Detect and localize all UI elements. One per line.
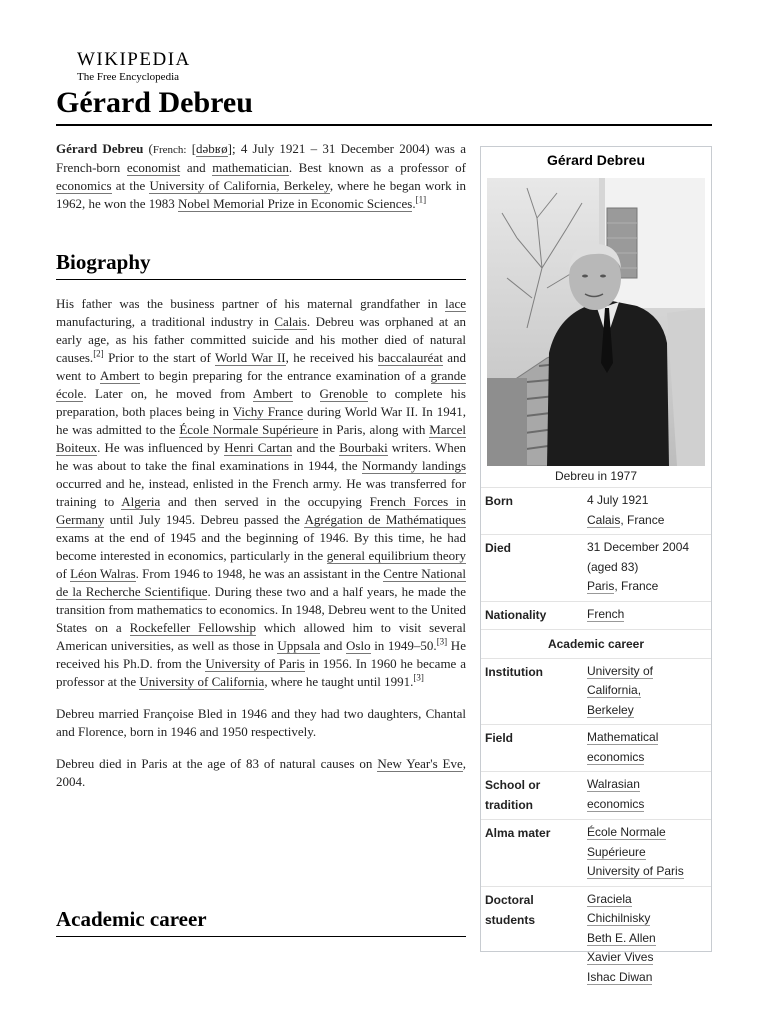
text-run: . He was influenced by	[97, 440, 225, 455]
link-new-years-eve[interactable]: New Year's Eve	[377, 756, 463, 771]
alma-mater-value	[587, 823, 707, 882]
link-university-of-paris[interactable]: University of Paris	[205, 656, 305, 671]
link-institution[interactable]: University of	[587, 663, 654, 678]
text-run: . Best known as a professor of	[288, 160, 466, 175]
biography-paragraph-3	[56, 755, 466, 791]
link-field[interactable]: Mathematical	[587, 730, 659, 744]
link-university-of-california[interactable]: University of California	[139, 674, 265, 689]
text-run: in Paris, along with	[318, 422, 430, 437]
link-school[interactable]: Walrasian	[587, 777, 640, 791]
institution-label: Institution	[485, 664, 543, 679]
section-divider	[56, 936, 466, 937]
title-divider	[56, 124, 712, 126]
link-leon-walras[interactable]: Léon Walras	[70, 566, 136, 581]
infobox-title: Gérard Debreu	[546, 152, 646, 168]
text-run: and went to	[56, 350, 466, 383]
link-paris[interactable]: Paris	[587, 579, 615, 593]
infobox-row-school	[481, 771, 711, 819]
text-run: exams at the end of 1945 and the beginning of 1946. By this time, he had become interested in economics, particularly in the	[56, 530, 466, 563]
biography-paragraph-1	[56, 295, 466, 691]
link-alma-mater[interactable]: University of Paris	[587, 864, 684, 878]
died-label: Died	[485, 541, 512, 555]
photo-caption: Debreu in 1977	[554, 469, 638, 483]
link-vichy-france[interactable]: Vichy France	[232, 404, 304, 419]
text-run: and	[180, 160, 213, 175]
biography-paragraph-2: Debreu married Françoise Bled in 1946 and they had two daughters, Chantal and Florence, born in 1946 and 1950 respectively.	[56, 706, 466, 739]
link-french-forces-germany[interactable]: French Forces in Germany	[56, 494, 466, 527]
text-run: , 2004.	[56, 756, 466, 789]
text-run: Debreu died in Paris at the age of 83 of natural causes on	[56, 756, 378, 771]
text-run: . Later on, he moved from	[83, 386, 253, 401]
link-economist[interactable]: economist	[126, 160, 181, 175]
link-doctoral-student[interactable]: Ishac Diwan	[587, 969, 653, 984]
link-doctoral-student[interactable]: Beth E. Allen	[587, 930, 656, 945]
reference-2[interactable]: [2]	[93, 348, 104, 359]
infobox-row-institution	[481, 658, 711, 725]
link-general-equilibrium[interactable]: general equilibrium theory	[326, 548, 466, 563]
link-ambert[interactable]: Ambert	[252, 386, 293, 401]
portrait-photo[interactable]	[487, 178, 705, 466]
page-title: Gérard Debreu	[56, 86, 253, 119]
text-run: , he received his	[285, 350, 378, 365]
text-run: [	[186, 141, 197, 156]
text-run: . Debreu was orphaned at an early age, as his father committed suicide and his mother died of natural causes.	[56, 314, 466, 365]
text-run: of	[56, 566, 71, 581]
doctoral-students-value	[587, 890, 707, 988]
link-calais[interactable]: Calais	[274, 314, 307, 329]
biography-heading: Biography	[56, 250, 151, 274]
text-run: He received his Ph.D. from the	[56, 638, 466, 671]
link-bourbaki[interactable]: Bourbaki	[339, 440, 388, 455]
text-run: . During these two and a half years, he made the transition from mathematics to economics. In 1948, Debreu went to the United States on a	[56, 584, 466, 635]
infobox-row-nationality	[481, 601, 711, 629]
link-alma-mater[interactable]: Supérieure	[587, 844, 646, 859]
link-lace[interactable]: lace	[445, 296, 466, 311]
logo-wordmark: WIKIPEDIA	[77, 49, 191, 70]
subject-name: Gérard Debreu	[56, 141, 144, 156]
nationality-label: Nationality	[485, 607, 547, 622]
school-label-line: School or	[485, 778, 541, 792]
link-oslo[interactable]: Oslo	[346, 638, 371, 653]
field-label: Field	[485, 731, 514, 745]
infobox-row-alma-mater	[481, 819, 711, 886]
institution-value	[587, 662, 707, 721]
text-run: writers. When he was about to take the final examinations in 1944, the	[56, 440, 466, 473]
text-run: occurred and he, instead, enlisted in the French army. He was transferred for training to	[56, 476, 466, 509]
died-age: (aged 83)	[587, 559, 639, 574]
text-run: ]; 4 July 1921 – 31 December 2004) was a French-born	[56, 141, 466, 175]
doctoral-label-line: students	[485, 912, 536, 927]
text-run: Prior to the start of	[103, 350, 215, 365]
text-run: in 1949–50.	[370, 638, 437, 653]
intro-paragraph	[56, 140, 466, 213]
link-institution[interactable]: California,	[587, 683, 642, 697]
born-country: , France	[620, 512, 665, 527]
link-doctoral-student[interactable]: Graciela	[587, 891, 632, 906]
link-baccalaureat[interactable]: baccalauréat	[377, 350, 443, 365]
text-run: manufacturing, a traditional industry in	[56, 314, 275, 329]
text-run: .	[412, 196, 416, 211]
language-label: French:	[152, 144, 187, 156]
school-label-line: tradition	[485, 798, 533, 812]
text-run: and then served in the occupying	[160, 494, 370, 509]
link-henri-cartan[interactable]: Henri Cartan	[224, 440, 293, 455]
link-grenoble[interactable]: Grenoble	[319, 386, 368, 401]
born-value	[587, 491, 707, 530]
school-label	[485, 775, 587, 815]
text-run: to	[292, 386, 320, 401]
text-run: which allowed him to visit several American universities, as well as those in	[56, 620, 466, 653]
link-algeria[interactable]: Algeria	[121, 494, 161, 509]
infobox-row-field	[481, 724, 711, 771]
link-doctoral-student[interactable]: Xavier Vives	[587, 950, 654, 964]
text-run: and	[320, 638, 347, 653]
link-uppsala[interactable]: Uppsala	[277, 638, 320, 653]
link-grande-ecole[interactable]: grande école	[56, 368, 466, 401]
born-date: 4 July 1921	[587, 493, 649, 507]
link-calais[interactable]: Calais	[587, 512, 621, 527]
link-economics[interactable]: economics	[56, 178, 112, 193]
text-run: until July 1945. Debreu passed the	[104, 512, 305, 527]
link-french[interactable]: French	[587, 606, 625, 621]
doctoral-label-line: Doctoral	[485, 892, 534, 907]
born-label: Born	[485, 494, 513, 508]
nationality-value	[587, 605, 707, 625]
reference-1[interactable]: [1]	[415, 194, 427, 205]
died-country: , France	[614, 579, 659, 593]
section-divider	[56, 279, 466, 280]
text-run: to begin preparing for the entrance examination of a	[139, 368, 431, 383]
alma-mater-label: Alma mater	[485, 826, 551, 840]
infobox	[480, 146, 712, 984]
text-run: and the	[292, 440, 340, 455]
intro-section	[56, 140, 466, 213]
link-school[interactable]: economics	[587, 796, 645, 811]
text-run: (	[143, 141, 153, 156]
link-field[interactable]: economics	[587, 749, 645, 764]
logo-tagline: The Free Encyclopedia	[77, 71, 180, 83]
text-run: during World War II. In 1941, he was admitted to the	[56, 404, 467, 437]
link-nobel-prize[interactable]: Nobel Memorial Prize in Economic Sciences	[178, 196, 413, 211]
text-run: to complete his preparation, both places being in	[56, 386, 466, 419]
link-normandy-landings[interactable]: Normandy landings	[361, 458, 467, 473]
biography-section	[56, 249, 466, 791]
reference-3[interactable]: [3]	[436, 636, 448, 647]
died-value	[587, 538, 707, 597]
text-run: at the	[111, 178, 150, 193]
link-doctoral-student[interactable]: Chichilnisky	[587, 911, 651, 925]
wikipedia-logo[interactable]	[77, 50, 191, 84]
academic-career-heading: Academic career	[56, 907, 207, 931]
died-date: 31 December 2004	[587, 540, 690, 554]
infobox-row-died	[481, 534, 711, 601]
academic-career-section	[56, 906, 466, 937]
text-run: . From 1946 to 1948, he was an assistant in the	[135, 566, 384, 581]
link-agregation[interactable]: Agrégation de Mathématiques	[304, 512, 466, 527]
text-run: , where he began work in 1962, he won the 1983	[56, 178, 466, 211]
link-institution[interactable]: Berkeley	[587, 702, 634, 717]
link-mathematician[interactable]: mathematician	[212, 160, 289, 175]
ipa-link[interactable]: dəbʁø	[196, 141, 228, 156]
text-run: His father was the business partner of his maternal grandfather in	[56, 296, 446, 311]
link-rockefeller-fellowship[interactable]: Rockefeller Fellowship	[129, 620, 256, 635]
field-value	[587, 728, 707, 767]
doctoral-students-label	[485, 890, 587, 988]
reference-3[interactable]: [3]	[413, 672, 424, 683]
link-ecole-normale[interactable]: École Normale Supérieure	[179, 422, 319, 437]
link-uc-berkeley[interactable]: University of California, Berkeley	[149, 178, 330, 193]
infobox-row-doctoral-students	[481, 886, 711, 992]
infobox-section-academic-career: Academic career	[481, 629, 711, 658]
link-world-war-ii[interactable]: World War II	[214, 350, 286, 365]
text-run: in 1956. In 1960 he became a professor at the	[56, 656, 466, 689]
infobox-row-born	[481, 487, 711, 534]
link-alma-mater[interactable]: École Normale	[587, 825, 666, 839]
text-run: , where he taught until 1991.	[264, 674, 414, 689]
link-cnrs[interactable]: Centre National de la Recherche Scientifique	[56, 566, 466, 599]
school-value	[587, 775, 707, 815]
link-marcel-boiteux[interactable]: Marcel Boiteux	[56, 422, 467, 455]
link-ambert[interactable]: Ambert	[99, 368, 140, 383]
